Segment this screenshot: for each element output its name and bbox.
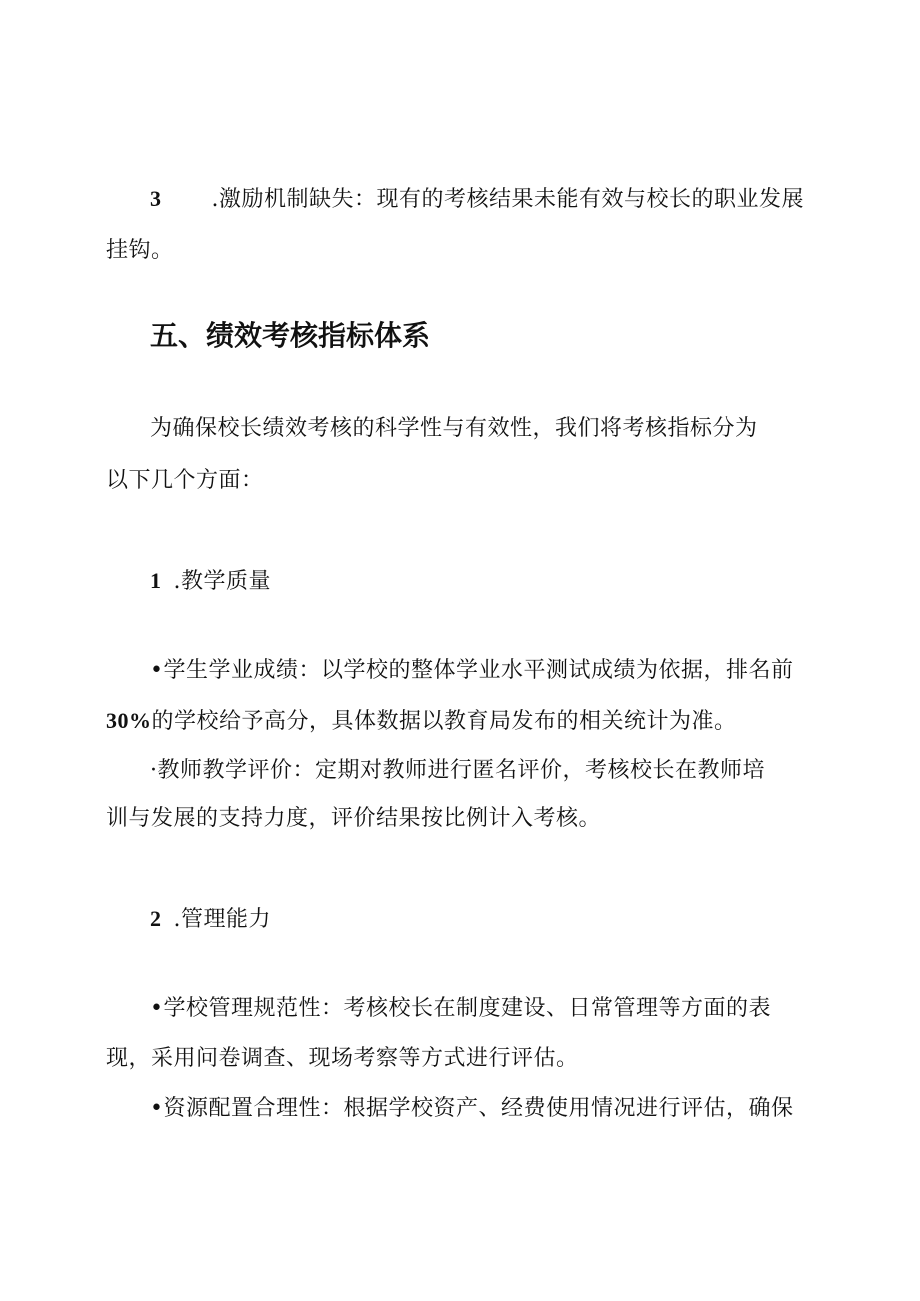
bullet-management-line1: •学校管理规范性：考核校长在制度建设、日常管理等方面的表 [150, 996, 771, 1021]
bullet-student-scores-line1: •学生学业成绩：以学校的整体学业水平测试成绩为依据，排名前 [150, 658, 794, 683]
subsection-number: 1 [150, 568, 162, 593]
bullet-teacher-eval-line1: ·教师教学评价：定期对教师进行匿名评价，考核校长在教师培 [150, 758, 765, 783]
item-3-continuation: 挂钩。 [106, 238, 174, 263]
item-text: .激励机制缺失：现有的考核结果未能有效与校长的职业发展 [211, 187, 804, 212]
bullet-student-scores-line2 [106, 706, 737, 737]
bullet-text: 的学校给予高分，具体数据以教育局发布的相关统计为准。 [151, 709, 737, 734]
list-item-3 [150, 184, 804, 215]
subsection-label: .管理能力 [173, 907, 271, 932]
section-heading: 五、绩效考核指标体系 [150, 319, 431, 352]
percent-value: 30% [106, 708, 152, 733]
bullet-management-line2: 现，采用问卷调查、现场考察等方式进行评估。 [106, 1046, 579, 1071]
subsection-title-1 [150, 566, 271, 597]
subsection-title-2 [150, 904, 271, 935]
bullet-teacher-eval-line2: 训与发展的支持力度，评价结果按比例计入考核。 [106, 806, 602, 831]
bullet-resources-line1: •资源配置合理性：根据学校资产、经费使用情况进行评估，确保 [150, 1096, 794, 1121]
subsection-number: 2 [150, 906, 162, 931]
item-number: 3 [150, 186, 162, 211]
intro-paragraph-line1: 为确保校长绩效考核的科学性与有效性，我们将考核指标分为 [150, 416, 758, 441]
subsection-label: .教学质量 [173, 569, 271, 594]
intro-paragraph-line2: 以下几个方面： [106, 468, 264, 493]
